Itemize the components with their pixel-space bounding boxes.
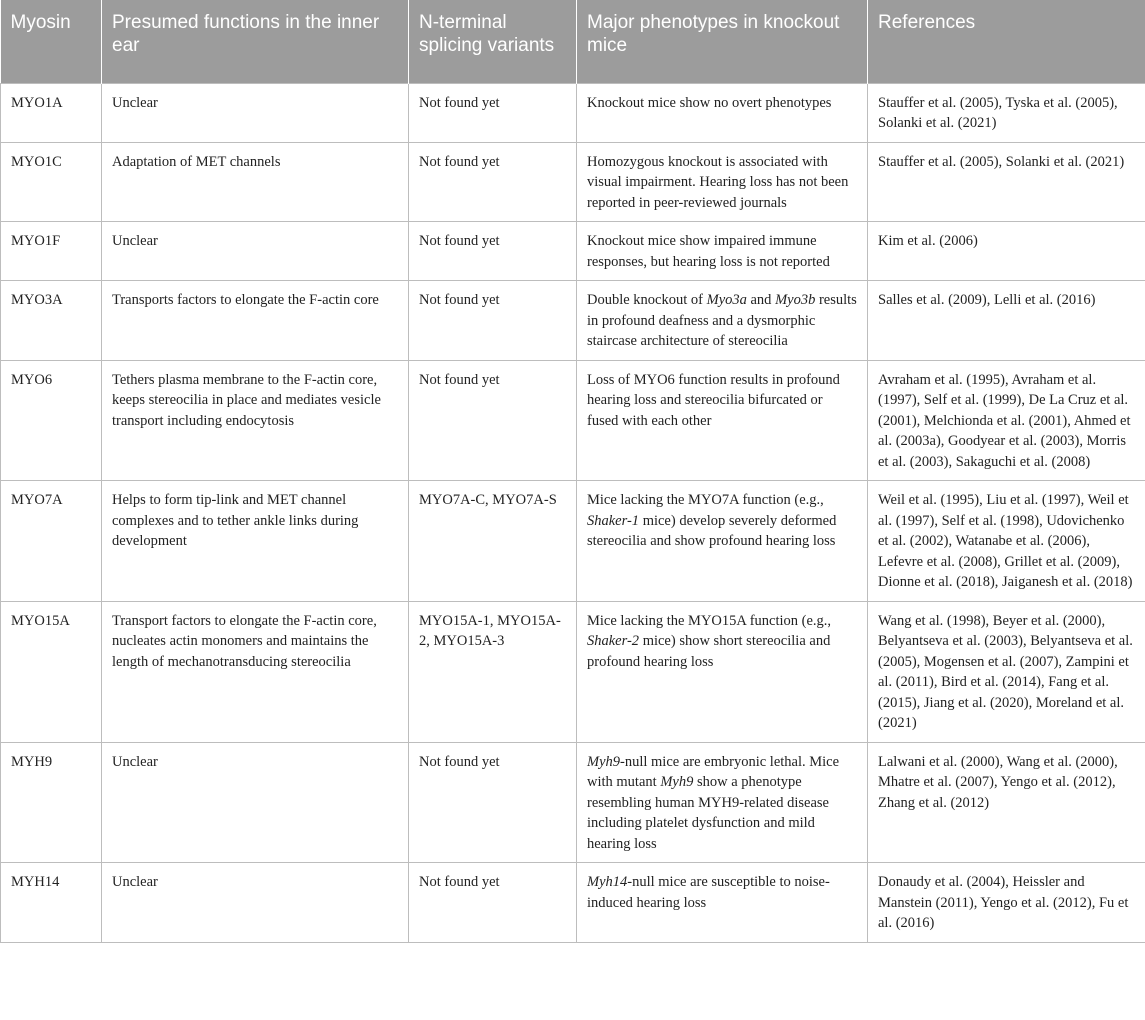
table-body <box>1 83 1145 942</box>
text-segment: mice) show short stereocilia and profound hearing loss <box>587 633 831 670</box>
references-cell: Weil et al. (1995), Liu et al. (1997), Weil et al. (1997), Self et al. (1998), Udovichenko et al. (2002), Watanabe et al. (2006), Lefevre et al. (2008), Grillet et al. (2009), Dionne et al. (2018), Jaiganesh et al. (2018) <box>868 481 1145 602</box>
variants-cell: Not found yet <box>409 83 577 142</box>
table-row <box>1 742 1145 863</box>
phenotypes-cell <box>577 601 868 742</box>
functions-cell: Unclear <box>102 863 409 943</box>
myosin-cell: MYO1A <box>1 83 102 142</box>
text-segment: -null mice are susceptible to noise-induced hearing loss <box>587 874 830 911</box>
functions-cell: Unclear <box>102 83 409 142</box>
phenotypes-cell <box>577 142 868 222</box>
phenotypes-cell <box>577 863 868 943</box>
functions-cell: Adaptation of MET channels <box>102 142 409 222</box>
myosin-cell: MYH9 <box>1 742 102 863</box>
table-row <box>1 142 1145 222</box>
text-segment: Homozygous knockout is associated with visual impairment. Hearing loss has not been reported in peer-reviewed journals <box>587 153 849 211</box>
text-segment: Mice lacking the MYO7A function (e.g., <box>587 492 824 508</box>
functions-cell: Transports factors to elongate the F-actin core <box>102 281 409 361</box>
variants-cell: Not found yet <box>409 222 577 281</box>
text-segment: results in profound deafness and a dysmorphic staircase architecture of stereocilia <box>587 292 857 349</box>
myosin-cell: MYO6 <box>1 360 102 481</box>
myosin-cell: MYO3A <box>1 281 102 361</box>
table-row <box>1 281 1145 361</box>
variants-cell: Not found yet <box>409 142 577 222</box>
phenotypes-cell <box>577 481 868 602</box>
myosin-cell: MYO1C <box>1 142 102 222</box>
italic-gene-name: Myo3a <box>706 292 747 308</box>
variants-cell: Not found yet <box>409 281 577 361</box>
myosin-cell: MYH14 <box>1 863 102 943</box>
myosin-cell: MYO7A <box>1 481 102 602</box>
italic-gene-name: Shaker-2 <box>587 633 640 649</box>
table-row <box>1 481 1145 602</box>
text-segment: Loss of MYO6 function results in profound hearing loss and stereocilia bifurcated or fused with each other <box>587 371 840 429</box>
text-segment: Double knockout of <box>587 292 707 308</box>
phenotypes-cell <box>577 360 868 481</box>
text-segment: show a phenotype resembling human MYH9-related disease including platelet dysfunction and mild hearing loss <box>587 774 829 852</box>
phenotypes-cell <box>577 83 868 142</box>
functions-cell: Unclear <box>102 222 409 281</box>
text-segment: Knockout mice show no overt phenotypes <box>587 94 832 111</box>
references-cell: Donaudy et al. (2004), Heissler and Manstein (2011), Yengo et al. (2012), Fu et al. (2016) <box>868 863 1145 943</box>
header-references: References <box>868 0 1145 83</box>
references-cell: Kim et al. (2006) <box>868 222 1145 281</box>
header-variants: N-terminal splicing variants <box>409 0 577 83</box>
myosin-cell: MYO1F <box>1 222 102 281</box>
variants-cell: MYO15A-1, MYO15A-2, MYO15A-3 <box>409 601 577 742</box>
references-cell: Stauffer et al. (2005), Tyska et al. (2005), Solanki et al. (2021) <box>868 83 1145 142</box>
text-segment: mice) develop severely deformed stereocilia and show profound hearing loss <box>587 512 837 549</box>
italic-gene-name: Myh14 <box>587 874 628 890</box>
references-cell: Salles et al. (2009), Lelli et al. (2016) <box>868 281 1145 361</box>
table-row <box>1 83 1145 142</box>
variants-cell: Not found yet <box>409 360 577 481</box>
italic-gene-name: Myh9 <box>587 753 621 770</box>
header-functions: Presumed functions in the inner ear <box>102 0 409 83</box>
functions-cell: Unclear <box>102 742 409 863</box>
text-segment: -null mice are embryonic lethal. Mice with mutant <box>587 753 840 790</box>
header-myosin: Myosin <box>1 0 102 83</box>
italic-gene-name: Myo3b <box>775 292 816 308</box>
references-cell: Wang et al. (1998), Beyer et al. (2000), Belyantseva et al. (2003), Belyantseva et al. (2005), Mogensen et al. (2007), Zampini et al. (2011), Bird et al. (2014), Fang et al. (2015), Jiang et al. (2020), Moreland et al. (2021) <box>868 601 1145 742</box>
variants-cell: Not found yet <box>409 863 577 943</box>
phenotypes-cell <box>577 281 868 361</box>
functions-cell: Helps to form tip-link and MET channel complexes and to tether ankle links during development <box>102 481 409 602</box>
table-row <box>1 863 1145 943</box>
table-row <box>1 222 1145 281</box>
functions-cell: Tethers plasma membrane to the F-actin core, keeps stereocilia in place and mediates vesicle transport including endocytosis <box>102 360 409 481</box>
text-segment: Knockout mice show impaired immune responses, but hearing loss is not reported <box>587 233 830 270</box>
header-row <box>1 0 1145 83</box>
phenotypes-cell <box>577 222 868 281</box>
references-cell: Lalwani et al. (2000), Wang et al. (2000), Mhatre et al. (2007), Yengo et al. (2012), Zhang et al. (2012) <box>868 742 1145 863</box>
text-segment: and <box>746 292 776 308</box>
italic-gene-name: Shaker-1 <box>587 512 640 529</box>
table-row <box>1 360 1145 481</box>
header-phenotypes: Major phenotypes in knockout mice <box>577 0 868 83</box>
variants-cell: MYO7A-C, MYO7A-S <box>409 481 577 602</box>
variants-cell: Not found yet <box>409 742 577 863</box>
phenotypes-cell <box>577 742 868 863</box>
references-cell: Avraham et al. (1995), Avraham et al. (1997), Self et al. (1999), De La Cruz et al. (2001), Melchionda et al. (2001), Ahmed et al. (2003a), Goodyear et al. (2003), Morris et al. (2003), Sakaguchi et al. (2008) <box>868 360 1145 481</box>
table-row <box>1 601 1145 742</box>
italic-gene-name: Myh9 <box>660 774 694 790</box>
myosin-cell: MYO15A <box>1 601 102 742</box>
functions-cell: Transport factors to elongate the F-actin core, nucleates actin monomers and maintains the length of mechanotransducing stereocilia <box>102 601 409 742</box>
references-cell: Stauffer et al. (2005), Solanki et al. (2021) <box>868 142 1145 222</box>
text-segment: Mice lacking the MYO15A function (e.g., <box>587 612 832 629</box>
